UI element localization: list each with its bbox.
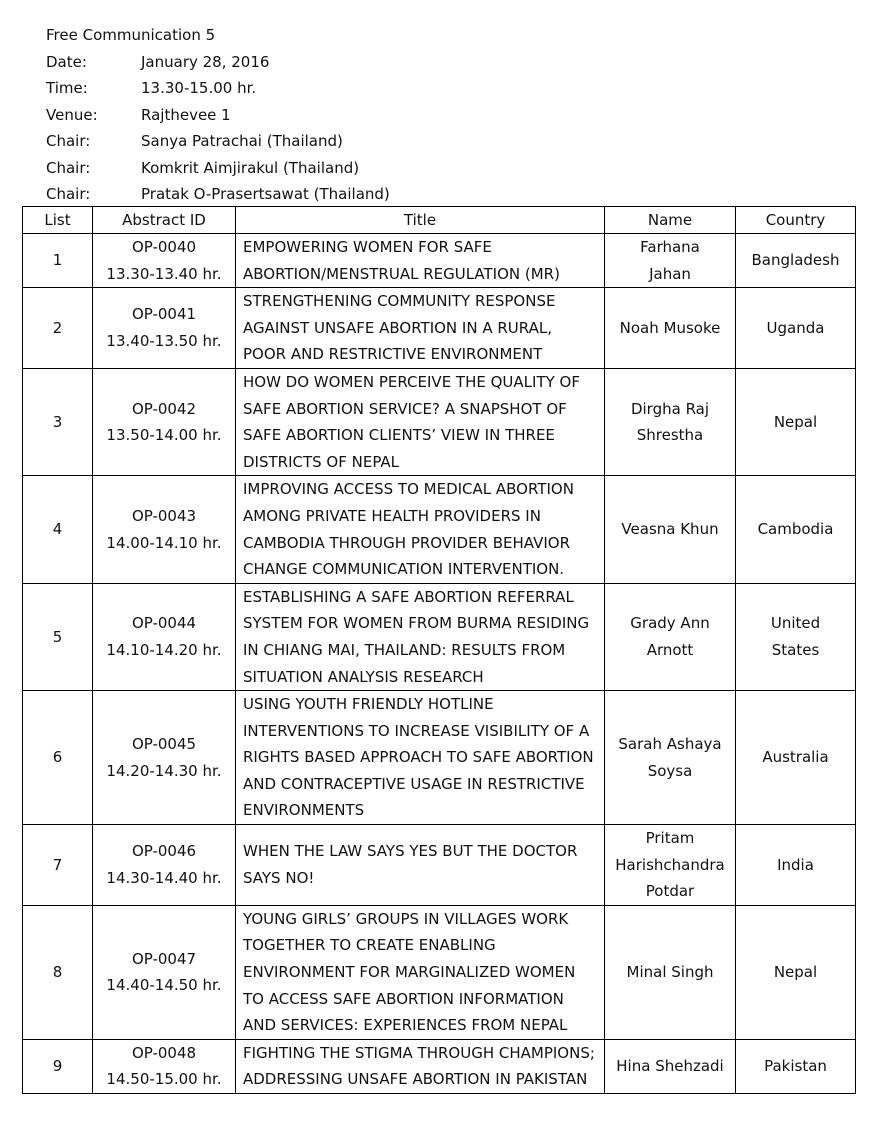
date-label: Date: (46, 52, 87, 71)
column-header-country: Country (736, 207, 856, 234)
date-value: January 28, 2016 (141, 52, 270, 71)
abstract-id-cell (93, 825, 236, 906)
session-header (46, 22, 390, 208)
title-line: SYSTEM FOR WOMEN FROM BURMA RESIDING (243, 614, 590, 633)
table-row (23, 1039, 856, 1093)
name-line: Sarah Ashaya (618, 734, 722, 753)
name-cell (605, 476, 736, 583)
list-number: 2 (23, 288, 93, 369)
country-cell (736, 905, 856, 1039)
abstract-time: 14.50-15.00 hr. (106, 1070, 222, 1089)
time-label: Time: (46, 79, 88, 97)
country-line: India (777, 855, 814, 874)
abstract-id: OP-0045 (131, 734, 197, 753)
title-line: ENVIRONMENT FOR MARGINALIZED WOMEN (243, 963, 576, 982)
title-line: POOR AND RESTRICTIVE ENVIRONMENT (243, 345, 543, 364)
title-line: AGAINST UNSAFE ABORTION IN A RURAL, (243, 318, 552, 337)
time-row (46, 75, 390, 102)
name-cell (605, 583, 736, 690)
table-header-row (23, 207, 856, 234)
table-row (23, 905, 856, 1039)
country-line: Cambodia (757, 520, 834, 539)
name-cell (605, 905, 736, 1039)
title-line: SAYS NO! (243, 868, 315, 887)
list-number: 5 (23, 583, 93, 690)
chair-row-2 (46, 155, 390, 182)
abstract-id: OP-0043 (131, 506, 197, 525)
country-cell (736, 691, 856, 825)
country-line: Nepal (773, 412, 818, 431)
date-row (46, 49, 390, 76)
name-cell (605, 825, 736, 906)
name-cell (605, 288, 736, 369)
name-line: Farhana (640, 238, 700, 256)
list-number: 9 (23, 1039, 93, 1093)
title-cell (236, 288, 605, 369)
title-line: YOUNG GIRLS’ GROUPS IN VILLAGES WORK (243, 909, 569, 928)
title-line: CHANGE COMMUNICATION INTERVENTION. (243, 560, 565, 579)
title-line: IMPROVING ACCESS TO MEDICAL ABORTION (243, 480, 574, 499)
table-row (23, 476, 856, 583)
title-line: ABORTION/MENSTRUAL REGULATION (MR) (243, 264, 560, 283)
title-line: SITUATION ANALYSIS RESEARCH (243, 667, 484, 686)
name-line: Hina Shehzadi (616, 1057, 724, 1076)
title-line: DISTRICTS OF NEPAL (243, 452, 400, 471)
title-line: EMPOWERING WOMEN FOR SAFE (243, 238, 492, 256)
abstract-time: 14.10-14.20 hr. (106, 640, 222, 659)
abstract-id: OP-0041 (131, 305, 197, 324)
name-cell (605, 691, 736, 825)
name-line: Pritam (645, 829, 695, 848)
name-line: Shrestha (636, 426, 704, 445)
title-line: AND CONTRACEPTIVE USAGE IN RESTRICTIVE (243, 774, 585, 793)
title-line: FIGHTING THE STIGMA THROUGH CHAMPIONS; (243, 1043, 595, 1062)
title-line: SAFE ABORTION CLIENTS’ VIEW IN THREE (243, 426, 555, 445)
title-line: SAFE ABORTION SERVICE? A SNAPSHOT OF (243, 399, 567, 418)
abstract-id-cell (93, 1039, 236, 1093)
column-header-name: Name (605, 207, 736, 234)
country-line: Uganda (766, 318, 825, 337)
title-cell (236, 476, 605, 583)
name-line: Minal Singh (626, 963, 714, 982)
list-number: 3 (23, 368, 93, 475)
title-line: TO ACCESS SAFE ABORTION INFORMATION (243, 989, 564, 1008)
venue-value: Rajthevee 1 (141, 105, 231, 124)
chair-row-1 (46, 128, 390, 155)
chair-label: Chair: (46, 185, 91, 203)
country-cell (736, 825, 856, 906)
title-cell (236, 234, 605, 288)
country-cell (736, 583, 856, 690)
name-cell (605, 1039, 736, 1093)
list-number: 4 (23, 476, 93, 583)
title-line: AMONG PRIVATE HEALTH PROVIDERS IN (243, 506, 541, 525)
abstract-id: OP-0044 (131, 614, 197, 633)
chair-value: Pratak O-Prasertsawat (Thailand) (141, 185, 390, 203)
title-line: ENVIRONMENTS (243, 801, 365, 820)
chair-label: Chair: (46, 132, 91, 150)
country-line: States (771, 640, 820, 659)
list-number: 1 (23, 234, 93, 288)
title-cell (236, 368, 605, 475)
abstract-id: OP-0048 (131, 1043, 197, 1062)
abstract-id-cell (93, 288, 236, 369)
title-line: IN CHIANG MAI, THAILAND: RESULTS FROM (243, 640, 566, 659)
abstract-time: 14.20-14.30 hr. (106, 761, 222, 780)
name-cell (605, 368, 736, 475)
country-cell (736, 476, 856, 583)
chair-value: Sanya Patrachai (Thailand) (141, 132, 343, 150)
session-title: Free Communication 5 (46, 26, 216, 44)
country-line: Pakistan (764, 1057, 827, 1076)
title-line: AND SERVICES: EXPERIENCES FROM NEPAL (243, 1016, 568, 1035)
country-cell (736, 1039, 856, 1093)
name-line: Dirgha Raj (630, 399, 710, 418)
name-line: Soysa (647, 761, 693, 780)
abstract-id: OP-0042 (131, 399, 197, 418)
abstract-time: 13.30-13.40 hr. (106, 264, 222, 283)
abstract-id-cell (93, 476, 236, 583)
country-line: Nepal (773, 963, 818, 982)
abstract-id-cell (93, 691, 236, 825)
title-cell (236, 1039, 605, 1093)
abstract-id: OP-0040 (131, 238, 197, 256)
column-header-list: List (23, 207, 93, 234)
country-line: Australia (762, 748, 829, 767)
name-line: Arnott (646, 640, 694, 659)
table-row (23, 691, 856, 825)
name-line: Jahan (649, 264, 691, 283)
table-row (23, 825, 856, 906)
title-line: TOGETHER TO CREATE ENABLING (243, 936, 496, 955)
abstract-id-cell (93, 234, 236, 288)
title-line: ADDRESSING UNSAFE ABORTION IN PAKISTAN (243, 1070, 588, 1089)
table-row (23, 288, 856, 369)
abstract-time: 13.40-13.50 hr. (106, 332, 222, 351)
title-cell (236, 825, 605, 906)
chair-value: Komkrit Aimjirakul (Thailand) (141, 158, 360, 177)
table-body (23, 234, 856, 1094)
abstract-time: 14.30-14.40 hr. (106, 868, 222, 887)
title-cell (236, 583, 605, 690)
title-line: USING YOUTH FRIENDLY HOTLINE (243, 695, 494, 714)
abstract-id: OP-0046 (131, 842, 197, 861)
country-line: United (770, 614, 821, 633)
title-line: INTERVENTIONS TO INCREASE VISIBILITY OF A (243, 721, 590, 740)
abstract-time: 13.50-14.00 hr. (106, 426, 222, 445)
title-cell (236, 691, 605, 825)
country-line: Bangladesh (751, 251, 840, 270)
country-cell (736, 288, 856, 369)
title-line: HOW DO WOMEN PERCEIVE THE QUALITY OF (243, 372, 580, 391)
title-line: WHEN THE LAW SAYS YES BUT THE DOCTOR (243, 842, 578, 861)
time-value: 13.30-15.00 hr. (141, 79, 257, 97)
name-line: Veasna Khun (621, 520, 719, 539)
list-number: 8 (23, 905, 93, 1039)
list-number: 6 (23, 691, 93, 825)
country-cell (736, 234, 856, 288)
venue-label: Venue: (46, 105, 98, 124)
column-header-abstract-id: Abstract ID (93, 207, 236, 234)
name-line: Noah Musoke (619, 318, 721, 337)
title-line: ESTABLISHING A SAFE ABORTION REFERRAL (243, 587, 574, 606)
name-line: Potdar (645, 882, 695, 901)
list-number: 7 (23, 825, 93, 906)
name-line: Harishchandra (615, 855, 725, 874)
table-row (23, 234, 856, 288)
country-cell (736, 368, 856, 475)
title-line: RIGHTS BASED APPROACH TO SAFE ABORTION (243, 748, 594, 767)
title-cell (236, 905, 605, 1039)
abstract-id-cell (93, 905, 236, 1039)
abstract-id: OP-0047 (131, 949, 197, 968)
abstract-time: 14.00-14.10 hr. (106, 533, 222, 552)
abstract-id-cell (93, 583, 236, 690)
name-line: Grady Ann (630, 614, 710, 633)
schedule-table (22, 206, 856, 1094)
title-line: CAMBODIA THROUGH PROVIDER BEHAVIOR (243, 533, 571, 552)
chair-label: Chair: (46, 158, 91, 177)
title-line: STRENGTHENING COMMUNITY RESPONSE (243, 292, 556, 311)
abstract-time: 14.40-14.50 hr. (106, 976, 222, 995)
table-row (23, 583, 856, 690)
column-header-title: Title (236, 207, 605, 234)
venue-row (46, 102, 390, 129)
chair-row-3 (46, 181, 390, 208)
name-cell (605, 234, 736, 288)
table-row (23, 368, 856, 475)
abstract-id-cell (93, 368, 236, 475)
